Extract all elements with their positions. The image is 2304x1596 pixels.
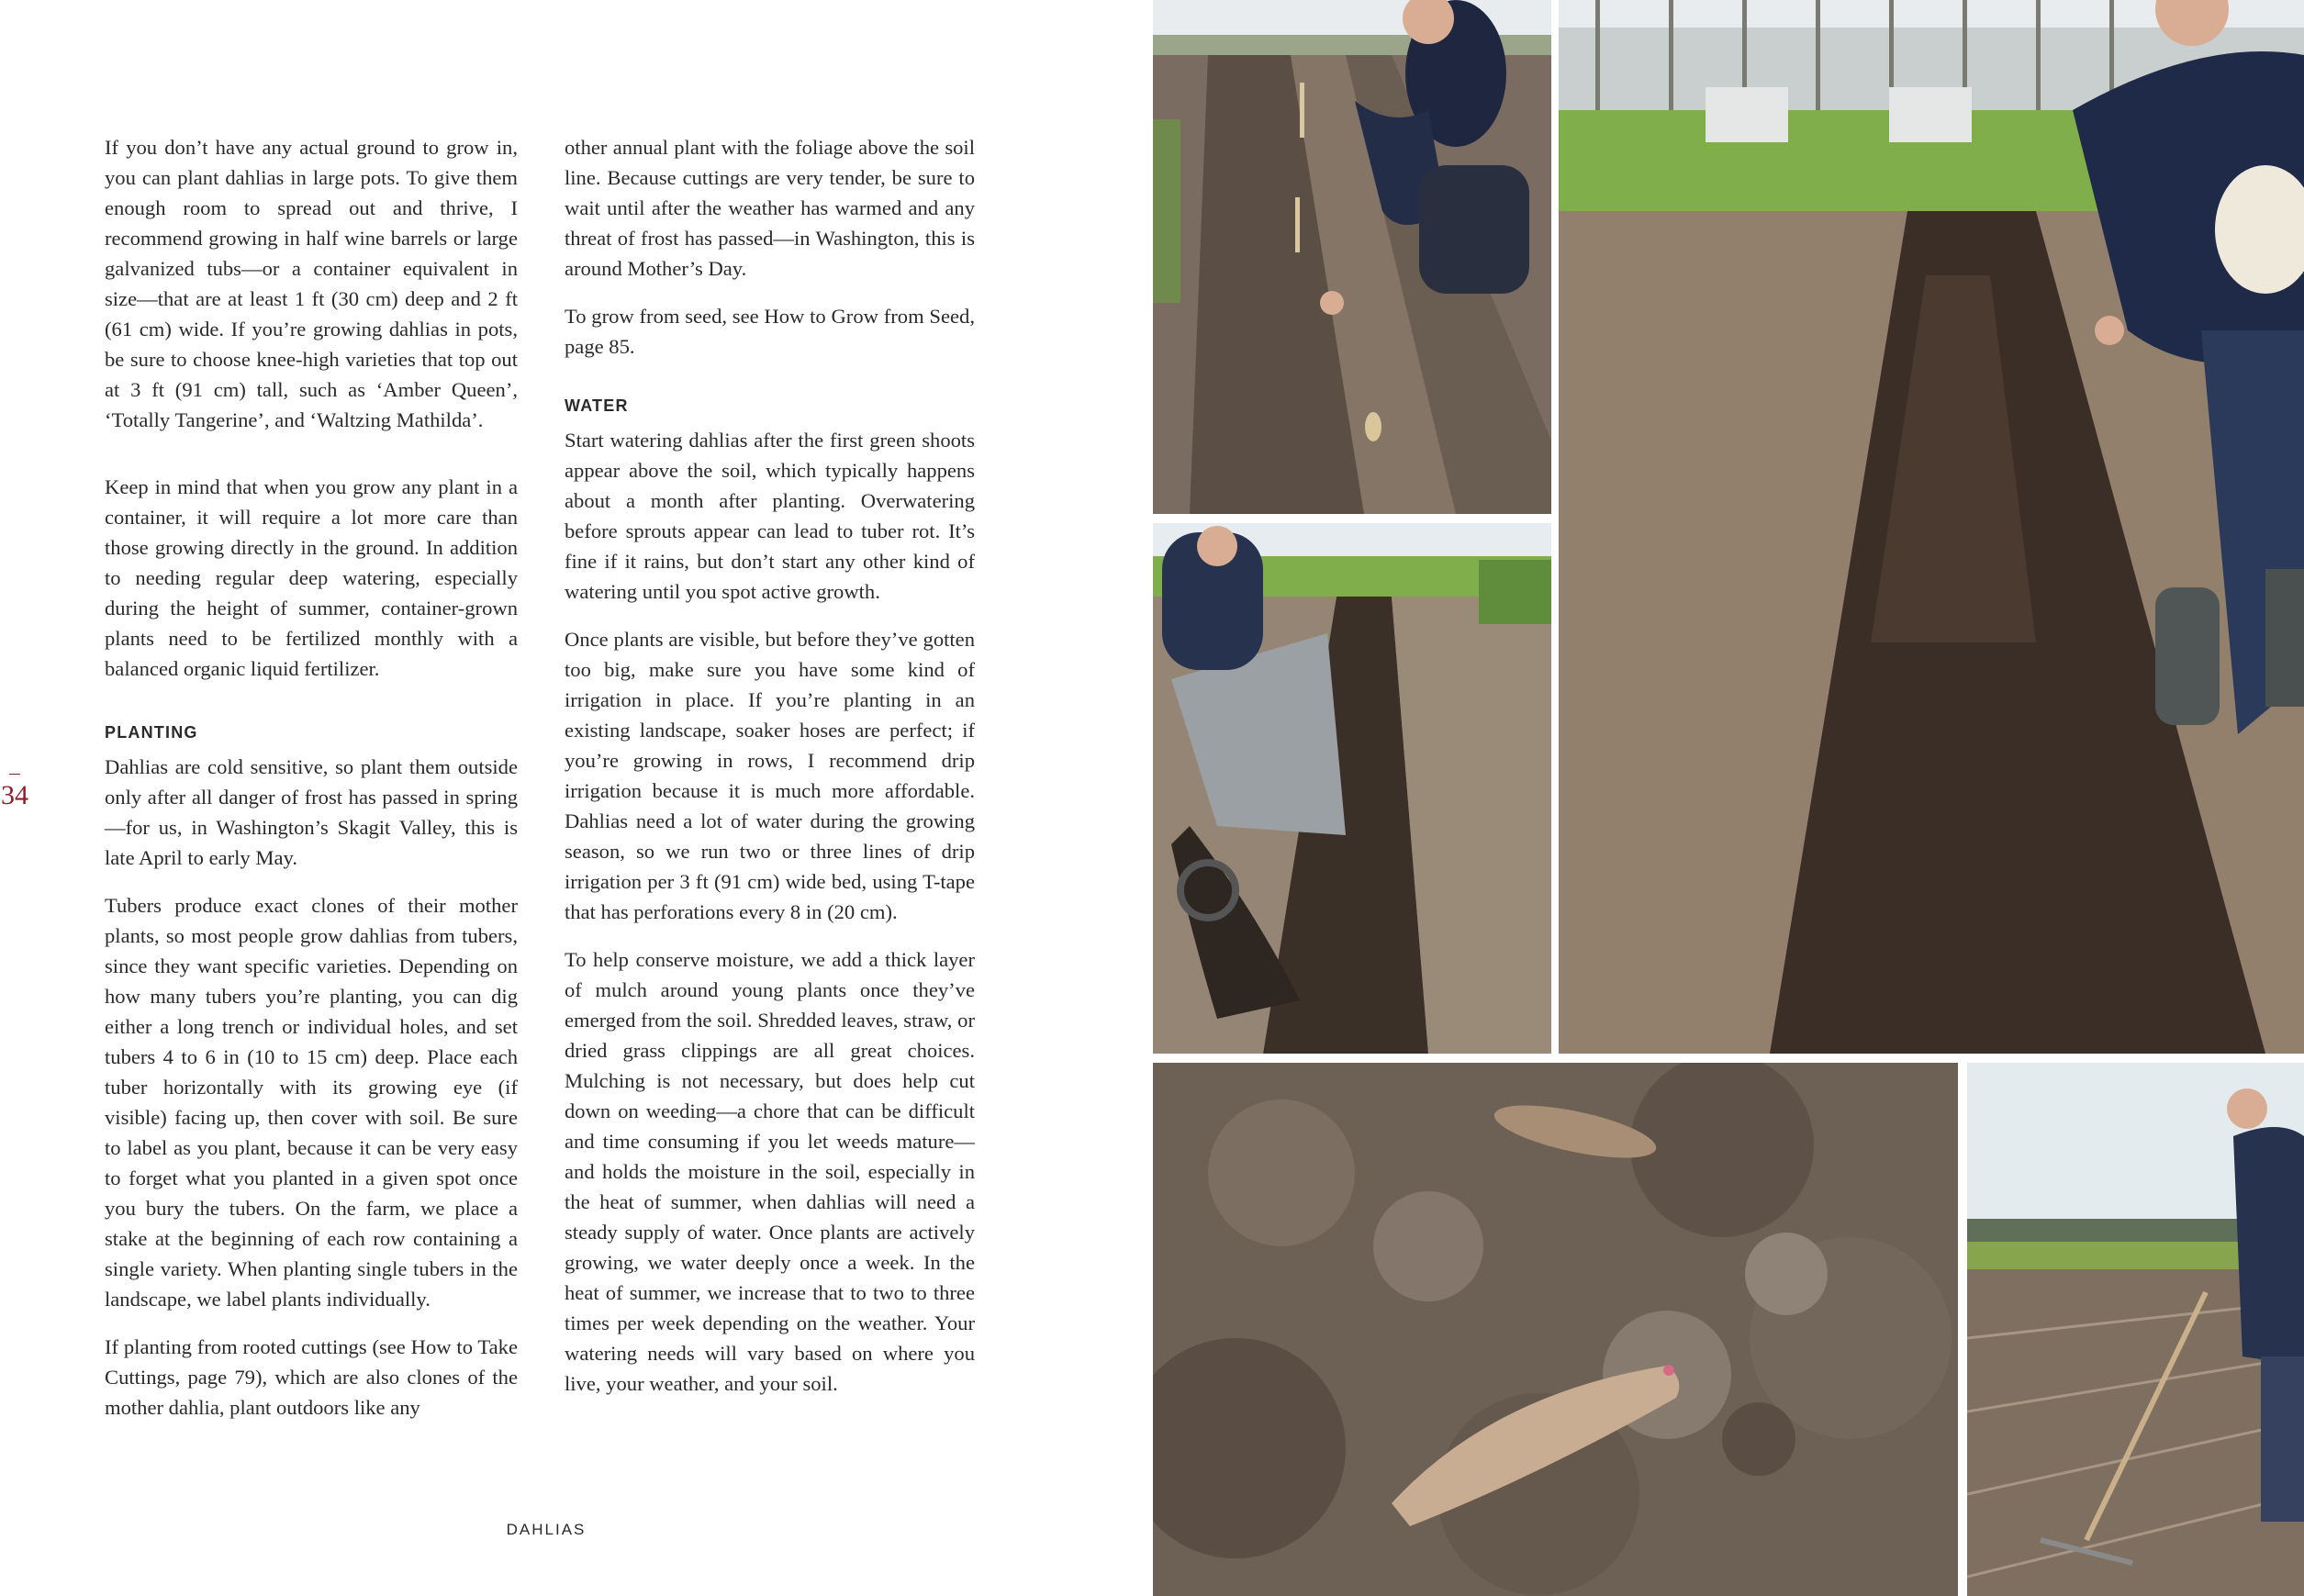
paragraph-watering-start: Start watering dahlias after the first green shoots appear above the soil, which typically happens about a month after planting. Overwatering before sprouts appear can lead to tuber rot. It’s fine if it rains, but don’t start any other kind of watering until you spot active growth. (565, 429, 975, 603)
photo-tuber-closeup (1153, 1063, 1958, 1596)
paragraph-tubers: Tubers produce exact clones of their mother plants, so most people grow dahlias from tubers, since they want specific varieties. Depending on how many tubers you’re planting, you can dig either a long trench or individual holes, and set tubers 4 to 6 in (10 to 15 cm) deep. Place each tuber horizontally with its growing eye (if visible) facing up, then cover with soil. Be sure to label as you plant, because it can be very easy to forget what you planted in a given spot once you bury the tubers. On the farm, we place a stake at the beginning of each row containing a single variety. When planting single tubers in the landscape, we label plants individually. (105, 894, 518, 1311)
photo-planting-trench (1153, 0, 1551, 514)
paragraph-cuttings-continued: other annual plant with the foliage above the soil line. Because cuttings are very tender, be sure to wait until after the weather has warmed and any threat of frost has passed—in Washington, this is around Mother’s Day. (565, 136, 975, 280)
paragraph-seed: To grow from seed, see How to Grow from Seed, page 85. (565, 305, 975, 358)
paragraph-mulch: To help conserve moisture, we add a thick layer of mulch around young plants once they’ve emerged from the soil. Shredded leaves, straw, or dried grass clippings are all great choices. Mulching is not necessary, but does help cut down on weeding—a chore that can be difficult and time consuming if you let weeds mature—and holds the moisture in the soil, especially in the heat of summer, when dahlias will need a steady supply of water. Once plants are actively growing, we water deeply once a week. In the heat of summer, we increase that to two to three times per week depending on the weather. Your watering needs will vary based on where you live, your weather, and your soil. (565, 948, 975, 1395)
paragraph-container-care: Keep in mind that when you grow any plant in a container, it will require a lot more care than those growing directly in the ground. In addition to needing regular deep watering, especially during the height of summer, container-grown plants need to be fertilized monthly with a balanced organic liquid fertilizer. (105, 475, 518, 680)
photo-compost-trench (1559, 0, 2304, 1054)
heading-water: WATER (565, 396, 629, 415)
right-text-column (565, 132, 975, 1416)
photo-wheelbarrow-compost (1153, 523, 1551, 1054)
left-text-column (105, 132, 518, 1440)
page-number-tick (9, 774, 20, 775)
heading-planting: PLANTING (105, 723, 198, 742)
page-number-text: 34 (1, 780, 28, 810)
paragraph-containers: If you don’t have any actual ground to grow in, you can plant dahlias in large pots. To give them enough room to spread out and thrive, I recommend growing in half wine barrels or large galvanized tubs—or a container equivalent in size—that are at least 1 ft (30 cm) deep and 2 ft (61 cm) wide. If you’re growing dahlias in pots, be sure to choose knee-high varieties that top out at 3 ft (91 cm) tall, such as ‘Amber Queen’, ‘Totally Tangerine’, and ‘Waltzing Mathilda’. (105, 136, 518, 431)
paragraph-planting-timing: Dahlias are cold sensitive, so plant them outside only after all danger of frost has passed in spring—for us, in Washington’s Skagit Valley, this is late April to early May. (105, 755, 518, 869)
running-footer: DAHLIAS (506, 1521, 587, 1538)
page-number (0, 774, 29, 811)
photo-raking-field (1967, 1063, 2304, 1596)
paragraph-cuttings: If planting from rooted cuttings (see How to Take Cuttings, page 79), which are also clones of the mother dahlia, plant outdoors like any (105, 1335, 518, 1419)
paragraph-irrigation: Once plants are visible, but before they’ve gotten too big, make sure you have some kind of irrigation in place. If you’re planting in an existing landscape, soaker hoses are perfect; if you’re growing in rows, I recommend drip irrigation because it is much more affordable. Dahlias need a lot of water during the growing season, so we run two or three lines of drip irrigation per 3 ft (91 cm) wide bed, using T-tape that has perforations every 8 in (20 cm). (565, 628, 975, 923)
